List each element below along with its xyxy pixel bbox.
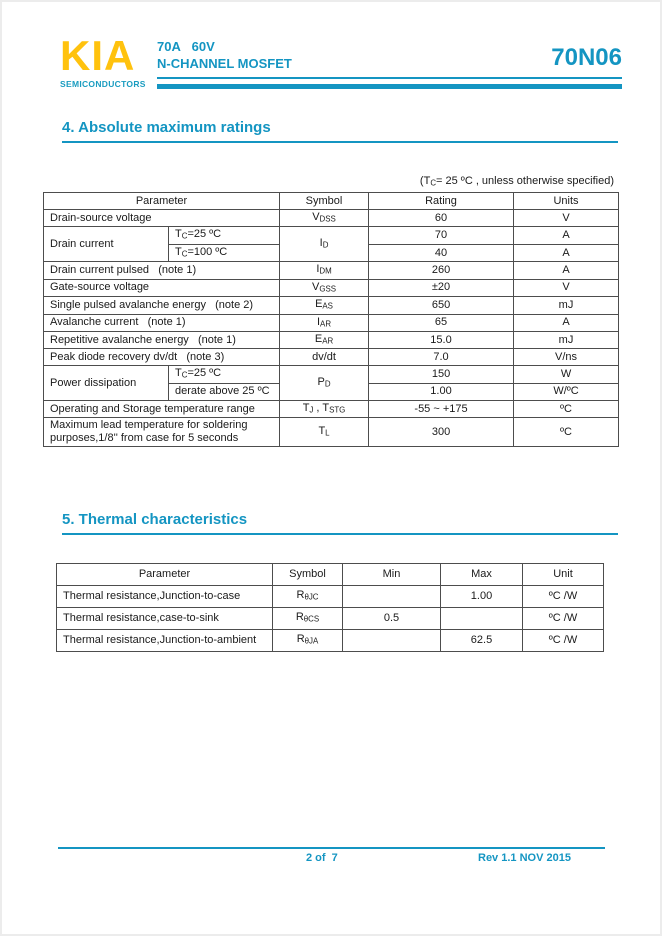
- symbol-cell: $E_{AS}$: [280, 297, 369, 314]
- param-cell: Power dissipation: [44, 366, 169, 400]
- rating-cell: 1.00: [369, 383, 514, 400]
- param-cell: Thermal resistance,case-to-sink: [57, 608, 273, 630]
- symbol-cell: $I_D$: [280, 227, 369, 262]
- rating-cell: 40: [369, 244, 514, 261]
- unit-cell: ºC /W: [523, 608, 604, 630]
- table-row: [44, 366, 619, 383]
- param-cell: Drain current: [44, 227, 169, 262]
- rating-cell: 65: [369, 314, 514, 331]
- param-cell: Drain current pulsed (note 1): [44, 262, 280, 279]
- rating-cell: 15.0: [369, 331, 514, 348]
- unit-cell: A: [514, 227, 619, 244]
- device-spec-line1: 70A 60V: [157, 39, 215, 54]
- col-header-min: Min: [343, 564, 441, 586]
- table-row: [57, 586, 604, 608]
- max-cell: 1.00: [441, 586, 523, 608]
- rating-cell: -55 ~ +175: [369, 400, 514, 417]
- thermal-characteristics-table: [56, 563, 604, 652]
- condition-cell: derate above 25 ºC: [169, 383, 280, 400]
- col-header-units: Units: [514, 193, 619, 210]
- table-row: [44, 400, 619, 417]
- col-header-max: Max: [441, 564, 523, 586]
- unit-cell: W: [514, 366, 619, 383]
- part-number: 70N06: [551, 44, 622, 71]
- param-cell: Operating and Storage temperature range: [44, 400, 280, 417]
- table-row: [44, 349, 619, 366]
- param-cell: Peak diode recovery dv/dt (note 3): [44, 349, 280, 366]
- device-spec-line2: N-CHANNEL MOSFET: [157, 56, 292, 71]
- rating-cell: 150: [369, 366, 514, 383]
- col-header-parameter: Parameter: [44, 193, 280, 210]
- symbol-cell: $E_{AR}$: [280, 331, 369, 348]
- col-header-symbol: Symbol: [280, 193, 369, 210]
- symbol-cell: $T_L$: [280, 418, 369, 447]
- section-4-title: 4. Absolute maximum ratings: [62, 119, 271, 136]
- symbol-cell: $P_D$: [280, 366, 369, 400]
- symbol-cell: $R_{\theta JA}$: [273, 630, 343, 652]
- rating-cell: 60: [369, 210, 514, 227]
- table-header-row: [57, 564, 604, 586]
- unit-cell: ºC: [514, 400, 619, 417]
- param-cell: Single pulsed avalanche energy (note 2): [44, 297, 280, 314]
- rating-cell: 300: [369, 418, 514, 447]
- unit-cell: A: [514, 314, 619, 331]
- symbol-cell: $I_{DM}$: [280, 262, 369, 279]
- rating-cell: 650: [369, 297, 514, 314]
- min-cell: 0.5: [343, 608, 441, 630]
- symbol-cell: $V_{GSS}$: [280, 279, 369, 296]
- absolute-maximum-ratings-table: [43, 192, 619, 447]
- param-cell: Avalanche current (note 1): [44, 314, 280, 331]
- table-row: [44, 262, 619, 279]
- section-5-rule: [62, 533, 618, 535]
- unit-cell: V: [514, 210, 619, 227]
- unit-cell: ºC /W: [523, 630, 604, 652]
- col-header-unit: Unit: [523, 564, 604, 586]
- table-row: [44, 331, 619, 348]
- symbol-cell: dv/dt: [280, 349, 369, 366]
- symbol-cell: $V_{DSS}$: [280, 210, 369, 227]
- header-rule-thick: [157, 84, 622, 89]
- table-header-row: [44, 193, 619, 210]
- unit-cell: V: [514, 279, 619, 296]
- table-row: [44, 418, 619, 447]
- unit-cell: mJ: [514, 297, 619, 314]
- unit-cell: ºC: [514, 418, 619, 447]
- condition-cell: $T_C=25$ ºC: [169, 366, 280, 383]
- param-cell: Thermal resistance,Junction-to-case: [57, 586, 273, 608]
- table-row: [44, 279, 619, 296]
- condition-cell: $T_C=100$ ºC: [169, 244, 280, 261]
- vendor-logo: [60, 34, 160, 89]
- symbol-cell: $R_{\theta CS}$: [273, 608, 343, 630]
- footer-rule: [58, 847, 605, 849]
- symbol-cell: $I_{AR}$: [280, 314, 369, 331]
- param-cell: Gate-source voltage: [44, 279, 280, 296]
- header-rule-thin: [157, 77, 622, 79]
- symbol-cell: $R_{\theta JC}$: [273, 586, 343, 608]
- param-cell: Repetitive avalanche energy (note 1): [44, 331, 280, 348]
- section-4-rule: [62, 141, 618, 143]
- max-cell: [441, 608, 523, 630]
- col-header-parameter: Parameter: [57, 564, 273, 586]
- symbol-cell: $T_J$ , $T_{STG}$: [280, 400, 369, 417]
- min-cell: [343, 586, 441, 608]
- table-row: [44, 314, 619, 331]
- device-spec-header: [157, 38, 292, 72]
- param-cell: Drain-source voltage: [44, 210, 280, 227]
- param-cell: Thermal resistance,Junction-to-ambient: [57, 630, 273, 652]
- max-cell: 62.5: [441, 630, 523, 652]
- footer-revision: Rev 1.1 NOV 2015: [478, 852, 571, 864]
- section-5-title: 5. Thermal characteristics: [62, 511, 248, 528]
- unit-cell: A: [514, 244, 619, 261]
- unit-cell: A: [514, 262, 619, 279]
- unit-cell: mJ: [514, 331, 619, 348]
- condition-cell: $T_C=25$ ºC: [169, 227, 280, 244]
- rating-cell: ±20: [369, 279, 514, 296]
- unit-cell: W/ºC: [514, 383, 619, 400]
- col-header-symbol: Symbol: [273, 564, 343, 586]
- rating-cell: 7.0: [369, 349, 514, 366]
- table-row: [44, 210, 619, 227]
- unit-cell: ºC /W: [523, 586, 604, 608]
- unit-cell: V/ns: [514, 349, 619, 366]
- rating-cell: 70: [369, 227, 514, 244]
- footer-page-indicator: 2 of 7: [306, 852, 338, 864]
- col-header-rating: Rating: [369, 193, 514, 210]
- test-condition-note: ($T_C= 25$ ºC , unless otherwise specified): [419, 175, 614, 188]
- param-cell: Maximum lead temperature for soldering purposes,1/8'' from case for 5 seconds: [44, 418, 280, 447]
- table-row: [57, 630, 604, 652]
- rating-cell: 260: [369, 262, 514, 279]
- table-row: [44, 227, 619, 244]
- vendor-logo-subtitle: SEMICONDUCTORS: [60, 79, 146, 89]
- min-cell: [343, 630, 441, 652]
- vendor-logo-text: KIA: [60, 32, 136, 79]
- table-row: [57, 608, 604, 630]
- table-row: [44, 297, 619, 314]
